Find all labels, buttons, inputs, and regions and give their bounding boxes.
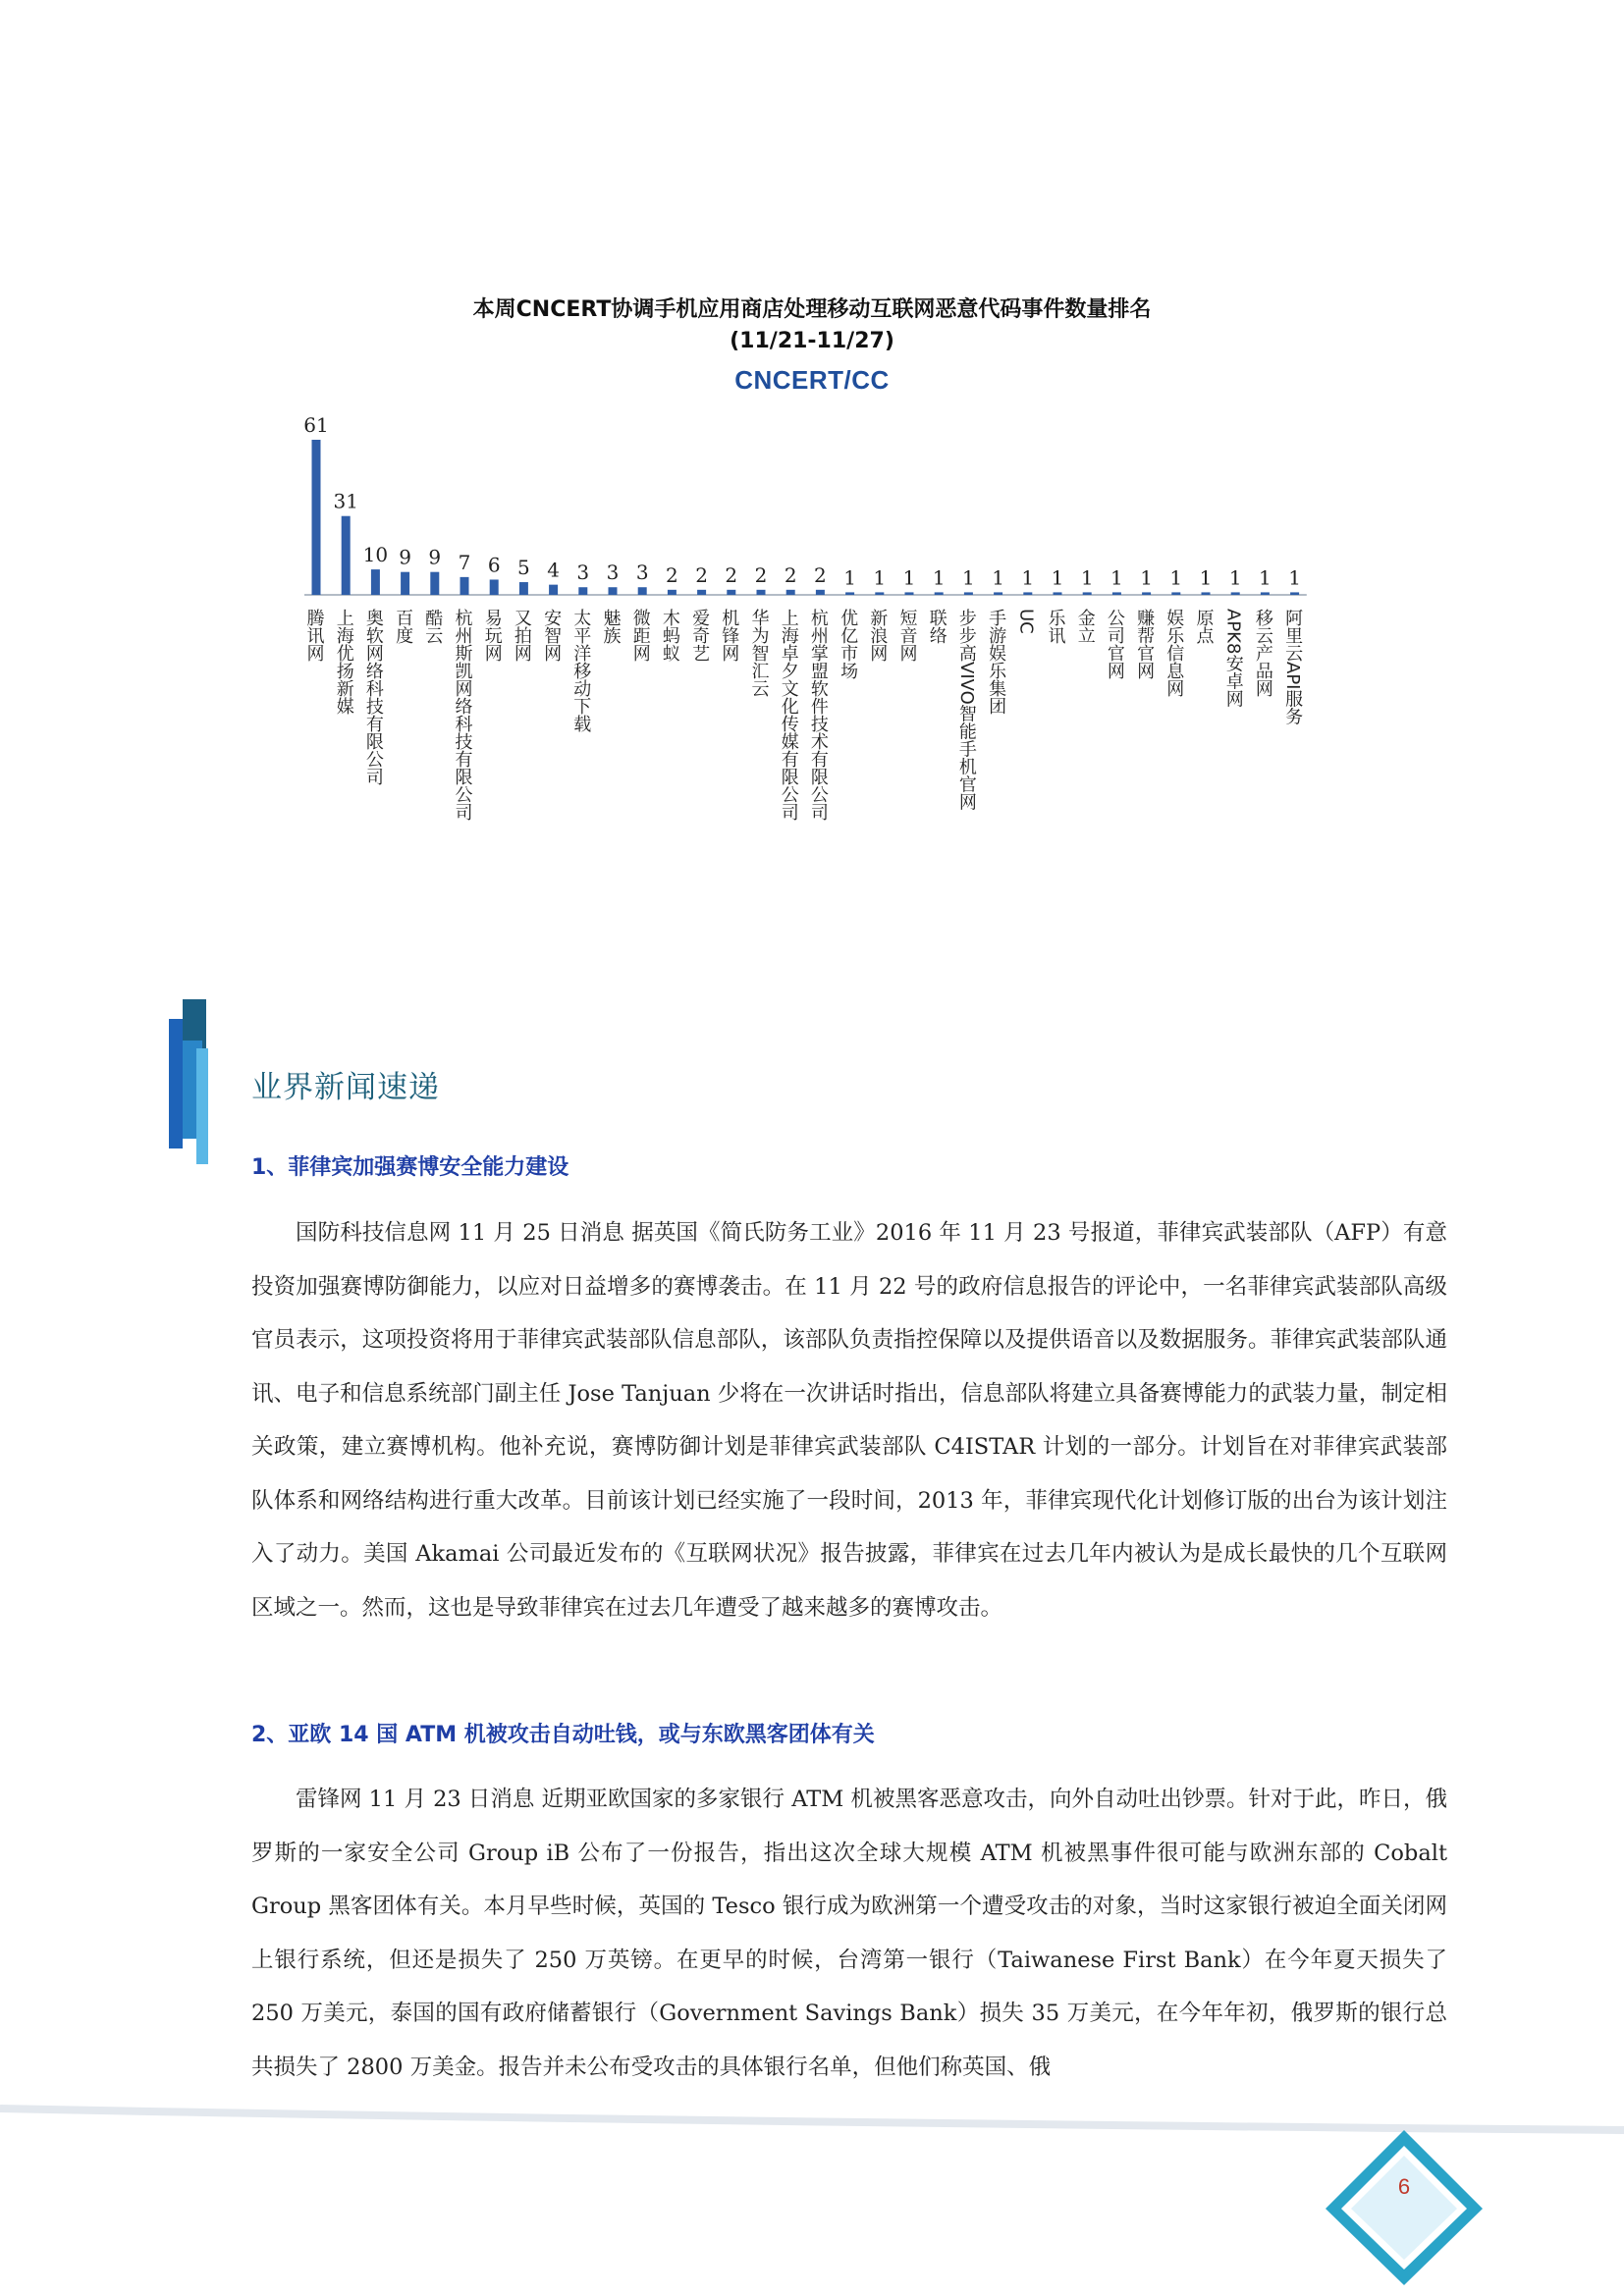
bar-value-label-32: 1 — [1259, 565, 1272, 590]
bar-4 — [430, 572, 439, 595]
bar-value-label-12: 2 — [666, 562, 678, 587]
bar-value-label-8: 4 — [547, 558, 560, 582]
bar-value-label-18: 1 — [843, 565, 856, 590]
category-label-10: 魅族 — [600, 609, 622, 644]
bar-20 — [905, 592, 914, 595]
bar-12 — [668, 590, 677, 595]
category-label-2: 奥软网络科技有限公司 — [362, 609, 384, 785]
bar-15 — [757, 590, 766, 595]
bar-value-label-6: 6 — [487, 553, 501, 577]
bar-value-label-5: 7 — [458, 550, 471, 574]
bar-value-label-29: 1 — [1169, 565, 1183, 590]
page-number: 6 — [1397, 2174, 1411, 2199]
bar-28 — [1142, 592, 1151, 595]
bar-value-label-7: 5 — [517, 556, 530, 580]
bar-value-label-25: 1 — [1051, 565, 1064, 590]
category-label-28: 赚帮官网 — [1134, 609, 1156, 679]
category-label-24: UC — [1015, 609, 1037, 634]
bar-7 — [519, 582, 528, 595]
category-label-0: 腾讯网 — [303, 609, 325, 662]
bar-value-label-28: 1 — [1140, 565, 1153, 590]
category-label-6: 易玩网 — [481, 609, 503, 662]
category-label-8: 安智网 — [541, 609, 563, 662]
news-body-1: 国防科技信息网 11 月 25 日消息 据英国《简氏防务工业》2016 年 11 月 23 号报道，菲律宾武装部队（AFP）有意投资加强赛博防御能力，以应对日益增多的赛博袭击。在 11 月 22 号的政府信息报告的评论中，一名菲律宾武装部队高级官员表示，这项投资将用于菲律宾武装部队信息部队，该部队负责指控保障以及提供语音以及数据服务。菲律宾武装部队通讯、电子和信息系统部门副主任 Jose Tanjuan 少将在一次讲话时指出，信息部队将建立具备赛博能力的武装力量，制定相关政策，建立赛博机构。他补充说，赛博防御计划是菲律宾武装部队 C4ISTAR 计划的一部分。计划旨在对菲律宾武装部队体系和网络结构进行重大改革。目前该计划已经实施了一段时间，2013 年，菲律宾现代化计划修订版的出台为该计划注入了动力。美国 Akamai 公司最近发布的《互联网状况》报告披露，菲律宾在过去几年内被认为是成长最快的几个互联网区域之一。然而，这也是导致菲律宾在过去几年遭受了越来越多的赛博攻击。 — [251, 1220, 1447, 1621]
bar-value-label-9: 3 — [576, 561, 590, 585]
bar-23 — [994, 592, 1002, 595]
bar-25 — [1054, 592, 1062, 595]
bar-value-label-16: 2 — [784, 562, 797, 587]
bar-value-label-14: 2 — [725, 562, 738, 587]
category-label-26: 金立 — [1074, 609, 1096, 644]
category-label-13: 爱奇艺 — [689, 609, 711, 662]
bar-value-label-4: 9 — [428, 545, 442, 569]
bar-13 — [697, 590, 706, 595]
bar-value-label-30: 1 — [1199, 565, 1213, 590]
bar-value-label-15: 2 — [754, 562, 768, 587]
bar-2 — [371, 569, 380, 595]
bar-value-label-33: 1 — [1288, 565, 1301, 590]
bar-31 — [1231, 592, 1240, 595]
bar-17 — [816, 590, 825, 595]
category-label-29: 娱乐信息网 — [1164, 609, 1185, 697]
bar-value-label-23: 1 — [992, 565, 1004, 590]
bar-value-label-10: 3 — [606, 561, 620, 585]
bar-value-label-13: 2 — [695, 562, 708, 587]
category-label-32: 移云产品网 — [1252, 609, 1273, 697]
category-label-23: 手游娱乐集团 — [986, 609, 1007, 715]
category-label-18: 优亿市场 — [838, 609, 859, 679]
bar-value-label-0: 61 — [303, 413, 329, 437]
category-label-17: 杭州掌盟软件技术有限公司 — [807, 609, 829, 821]
page-number-badge — [1316, 2120, 1492, 2287]
bar-value-label-26: 1 — [1080, 565, 1094, 590]
category-label-11: 微距网 — [629, 609, 651, 662]
bar-value-label-22: 1 — [962, 565, 975, 590]
bar-19 — [875, 592, 884, 595]
bar-5 — [460, 577, 469, 595]
category-label-31: APK8安卓网 — [1222, 609, 1244, 708]
bar-value-label-21: 1 — [932, 565, 946, 590]
category-label-25: 乐讯 — [1045, 609, 1066, 644]
bar-26 — [1083, 592, 1092, 595]
category-label-7: 又拍网 — [511, 609, 532, 662]
chart-title-main: 本周CNCERT协调手机应用商店处理移动互联网恶意代码事件数量排名 — [472, 297, 1152, 322]
bar-21 — [935, 592, 944, 595]
category-label-15: 华为智汇云 — [748, 609, 770, 697]
bar-30 — [1202, 592, 1211, 595]
news-body-2: 雷锋网 11 月 23 日消息 近期亚欧国家的多家银行 ATM 机被黑客恶意攻击，向外自动吐出钞票。针对于此，昨日，俄罗斯的一家安全公司 Group iB 公布了一份报告，指出这次全球大规模 ATM 机被黑事件很可能与欧洲东部的 Cobalt Group 黑客团体有关。本月早些时候，英国的 Tesco 银行成为欧洲第一个遭受攻击的对象，当时这家银行被迫全面关闭网上银行系统，但还是损失了 250 万英镑。在更早的时候，台湾第一银行（Taiwanese First Bank）在今年夏天损失了 250 万美元，泰国的国有政府储蓄银行（Government Savings Bank）损失 35 万美元，在今年年初，俄罗斯的银行总共损失了 2800 万美金。报告并未公布受攻击的具体银行名单，但他们称英国、俄 — [251, 1787, 1447, 2080]
category-label-16: 上海卓夕文化传媒有限公司 — [778, 609, 799, 821]
category-label-30: 原点 — [1193, 609, 1215, 644]
bar-value-label-19: 1 — [873, 565, 887, 590]
category-label-9: 太平洋移动下载 — [570, 609, 592, 732]
bar-0 — [312, 440, 321, 595]
category-label-3: 百度 — [393, 609, 414, 644]
category-label-27: 公司官网 — [1104, 609, 1125, 679]
bar-16 — [786, 590, 795, 595]
bar-value-label-24: 1 — [1021, 565, 1035, 590]
category-label-14: 机锋网 — [719, 609, 740, 662]
category-label-33: 阿里云API服务 — [1282, 609, 1304, 725]
news-heading-2: 2、亚欧 14 国 ATM 机被攻击自动吐钱，或与东欧黑客团体有关 — [251, 1723, 875, 1747]
category-label-5: 杭州斯凯网络科技有限公司 — [452, 609, 473, 821]
bar-14 — [727, 590, 735, 595]
bar-value-label-27: 1 — [1110, 565, 1123, 590]
category-label-1: 上海优扬新媒 — [333, 609, 354, 715]
bar-27 — [1112, 592, 1121, 595]
bar-9 — [578, 587, 587, 595]
bar-8 — [549, 585, 558, 595]
category-label-22: 步步高VIVO智能手机官网 — [955, 609, 977, 811]
bar-29 — [1171, 592, 1180, 595]
category-label-21: 联络 — [926, 609, 947, 644]
bar-33 — [1290, 592, 1299, 595]
bar-value-label-17: 2 — [814, 562, 827, 587]
cncert-logo-text: CNCERT/CC — [734, 365, 890, 395]
news-heading-1: 1、菲律宾加强赛博安全能力建设 — [251, 1155, 569, 1180]
bar-32 — [1261, 592, 1270, 595]
bar-18 — [845, 592, 854, 595]
bar-value-label-20: 1 — [902, 565, 916, 590]
category-label-20: 短音网 — [896, 609, 918, 662]
bar-value-label-11: 3 — [635, 561, 649, 585]
bar-24 — [1023, 592, 1032, 595]
section-decoration — [169, 999, 238, 1164]
bar-value-label-31: 1 — [1228, 565, 1242, 590]
bar-value-label-3: 9 — [399, 545, 411, 569]
bar-1 — [342, 516, 351, 595]
category-label-12: 木蚂蚁 — [659, 609, 680, 662]
section-title: 业界新闻速递 — [251, 1070, 440, 1105]
bar-value-label-2: 10 — [362, 543, 389, 567]
bar-chart — [0, 0, 1624, 913]
bar-22 — [964, 592, 973, 595]
category-label-4: 酷云 — [422, 609, 444, 644]
bar-3 — [401, 572, 409, 595]
bar-6 — [490, 579, 499, 595]
bar-value-label-1: 31 — [333, 489, 358, 513]
bar-11 — [638, 587, 647, 595]
category-label-19: 新浪网 — [867, 609, 889, 662]
chart-subtitle: (11/21-11/27) — [730, 329, 894, 353]
bar-10 — [609, 587, 618, 595]
